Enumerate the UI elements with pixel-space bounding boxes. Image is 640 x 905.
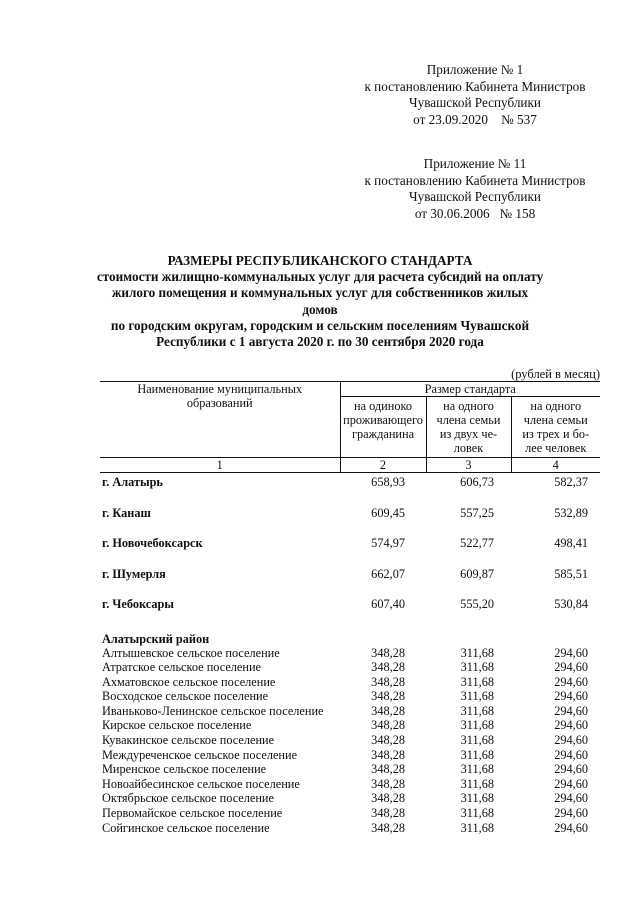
title-sub-line: по городским округам, городским и сельским поселениям Чувашской: [110, 317, 530, 333]
appendix-1-republic: Чувашской Республики: [409, 95, 541, 110]
value-three: 294,60: [554, 689, 589, 704]
header-col-single: [340, 397, 426, 458]
value-two: 311,68: [460, 747, 494, 762]
value-two: 311,68: [460, 660, 494, 675]
value-three: 294,60: [554, 718, 589, 733]
appendix-2-republic: Чувашской Республики: [409, 189, 541, 204]
appendix-2-resolution: к постановлению Кабинета Министров: [364, 172, 586, 188]
settlement-name: Ахматовское сельское поселение: [102, 674, 276, 689]
table-row: [100, 660, 600, 675]
table-row: [100, 473, 600, 504]
table-row: [100, 675, 600, 690]
value-three: 498,41: [554, 536, 589, 550]
table-row: [100, 821, 600, 836]
value-two: 557,25: [460, 505, 494, 520]
title-sub-line: жилого помещения и коммунальных услуг для собственников жилых домов: [111, 285, 529, 317]
document-title: [95, 253, 545, 350]
value-three: 294,60: [554, 806, 589, 821]
table-row: [100, 595, 600, 626]
settlement-name: Кирское сельское поселение: [102, 718, 252, 733]
value-single: 348,28: [371, 733, 405, 748]
header-size-group: Размер стандарта: [340, 382, 600, 397]
header-col-single-text: на одиноко проживающего гражданина: [343, 399, 423, 441]
units-note: (рублей в месяц): [511, 367, 600, 381]
title-sub-line: Республики с 1 августа 2020 г. по 30 сентября 2020 года: [156, 334, 484, 350]
value-three: 532,89: [554, 505, 589, 520]
value-three: 294,60: [554, 820, 589, 835]
header-col-two-text: на одного члена семьи из двух че-ловек: [436, 399, 501, 455]
appendix-1-title: Приложение № 1: [426, 62, 524, 77]
value-two: 311,68: [460, 718, 494, 733]
district-row: [100, 626, 600, 646]
settlement-name: Междуреченское сельское поселение: [102, 747, 298, 762]
settlement-name: Октябрьское сельское поселение: [102, 791, 274, 806]
header-col-two: [426, 397, 511, 458]
value-two: 311,68: [460, 703, 494, 718]
table-row: [100, 565, 600, 596]
value-two: 311,68: [460, 645, 494, 660]
table-row: [100, 733, 600, 748]
table-row: [100, 718, 600, 733]
table-row: [100, 762, 600, 777]
value-single: 607,40: [371, 597, 405, 611]
value-three: 585,51: [554, 566, 589, 581]
column-number: 4: [511, 458, 600, 473]
title-main: РАЗМЕРЫ РЕСПУБЛИКАНСКОГО СТАНДАРТА: [167, 253, 473, 268]
settlement-name: Атратское сельское поселение: [102, 660, 262, 675]
value-two: 311,68: [460, 674, 494, 689]
value-three: 294,60: [554, 645, 589, 660]
table-row: [100, 646, 600, 661]
value-single: 348,28: [371, 674, 405, 689]
settlement-name: Новоайбесинское сельское поселение: [102, 776, 300, 791]
value-three: 294,60: [554, 660, 589, 675]
value-two: 311,68: [460, 689, 494, 704]
value-three: 294,60: [554, 776, 589, 791]
value-single: 348,28: [371, 689, 405, 704]
column-number: 1: [100, 458, 340, 473]
value-three: 294,60: [554, 674, 589, 689]
table-row: [100, 689, 600, 704]
value-two: 311,68: [460, 806, 494, 821]
appendix-2-block: [340, 156, 610, 222]
column-number: 2: [340, 458, 426, 473]
city-name: г. Чебоксары: [102, 597, 174, 611]
value-single: 348,28: [371, 776, 405, 791]
value-single: 348,28: [371, 820, 405, 835]
value-two: 555,20: [460, 597, 494, 611]
header-name-column: [100, 382, 340, 458]
table-row: [100, 806, 600, 821]
value-three: 294,60: [554, 791, 589, 806]
settlement-name: Восходское сельское поселение: [102, 689, 269, 704]
value-two: 311,68: [460, 791, 494, 806]
value-single: 658,93: [371, 475, 405, 489]
table-row: [100, 534, 600, 565]
settlement-name: Сойгинское сельское поселение: [102, 820, 270, 835]
value-single: 348,28: [371, 660, 405, 675]
district-name: Алатырский район: [102, 631, 210, 646]
value-single: 609,45: [371, 505, 405, 520]
value-single: 348,28: [371, 703, 405, 718]
table-row: [100, 504, 600, 535]
value-two: 609,87: [460, 566, 494, 581]
city-name: г. Шумерля: [102, 566, 166, 581]
city-name: г. Канаш: [102, 505, 151, 520]
value-single: 348,28: [371, 747, 405, 762]
settlement-name: Миренское сельское поселение: [102, 762, 267, 777]
column-number: 3: [426, 458, 511, 473]
table-row: [100, 791, 600, 806]
value-three: 294,60: [554, 703, 589, 718]
value-two: 311,68: [460, 733, 494, 748]
value-two: 522,77: [460, 536, 494, 550]
value-single: 348,28: [371, 806, 405, 821]
appendix-2-date: от 30.06.2006 № 158: [414, 205, 536, 221]
value-single: 348,28: [371, 718, 405, 733]
value-single: 348,28: [371, 762, 405, 777]
value-single: 662,07: [371, 566, 405, 581]
appendix-1-resolution: к постановлению Кабинета Министров: [364, 78, 586, 94]
value-two: 311,68: [460, 762, 494, 777]
value-two: 311,68: [460, 820, 494, 835]
title-sub-line: стоимости жилищно-коммунальных услуг для расчета субсидий на оплату: [96, 269, 544, 285]
header-col-three: [511, 397, 600, 458]
value-two: 311,68: [460, 776, 494, 791]
value-three: 294,60: [554, 747, 589, 762]
header-name-text: Наименование муниципальных образований: [137, 382, 303, 410]
settlement-name: Первомайское сельское поселение: [102, 806, 283, 821]
value-two: 606,73: [460, 475, 494, 489]
value-three: 582,37: [554, 475, 589, 489]
value-three: 294,60: [554, 762, 589, 777]
header-col-three-text: на одного члена семьи из трех и бо-лее человек: [522, 399, 590, 455]
value-single: 348,28: [371, 645, 405, 660]
value-single: 348,28: [371, 791, 405, 806]
settlement-name: Алтышевское сельское поселение: [102, 645, 280, 660]
value-three: 294,60: [554, 733, 589, 748]
value-three: 530,84: [554, 597, 589, 611]
table-row: [100, 704, 600, 719]
appendix-1-date: от 23.09.2020 № 537: [413, 111, 537, 127]
value-single: 574,97: [371, 536, 405, 550]
appendix-1-block: [340, 62, 610, 128]
city-name: г. Алатырь: [102, 475, 163, 489]
table-row: [100, 748, 600, 763]
standards-table: [100, 381, 600, 835]
settlement-name: Иваньково-Ленинское сельское поселение: [102, 703, 324, 718]
appendix-2-title: Приложение № 11: [423, 156, 527, 171]
settlement-name: Кувакинское сельское поселение: [102, 733, 275, 748]
table-row: [100, 777, 600, 792]
city-name: г. Новочебоксарск: [102, 536, 203, 550]
